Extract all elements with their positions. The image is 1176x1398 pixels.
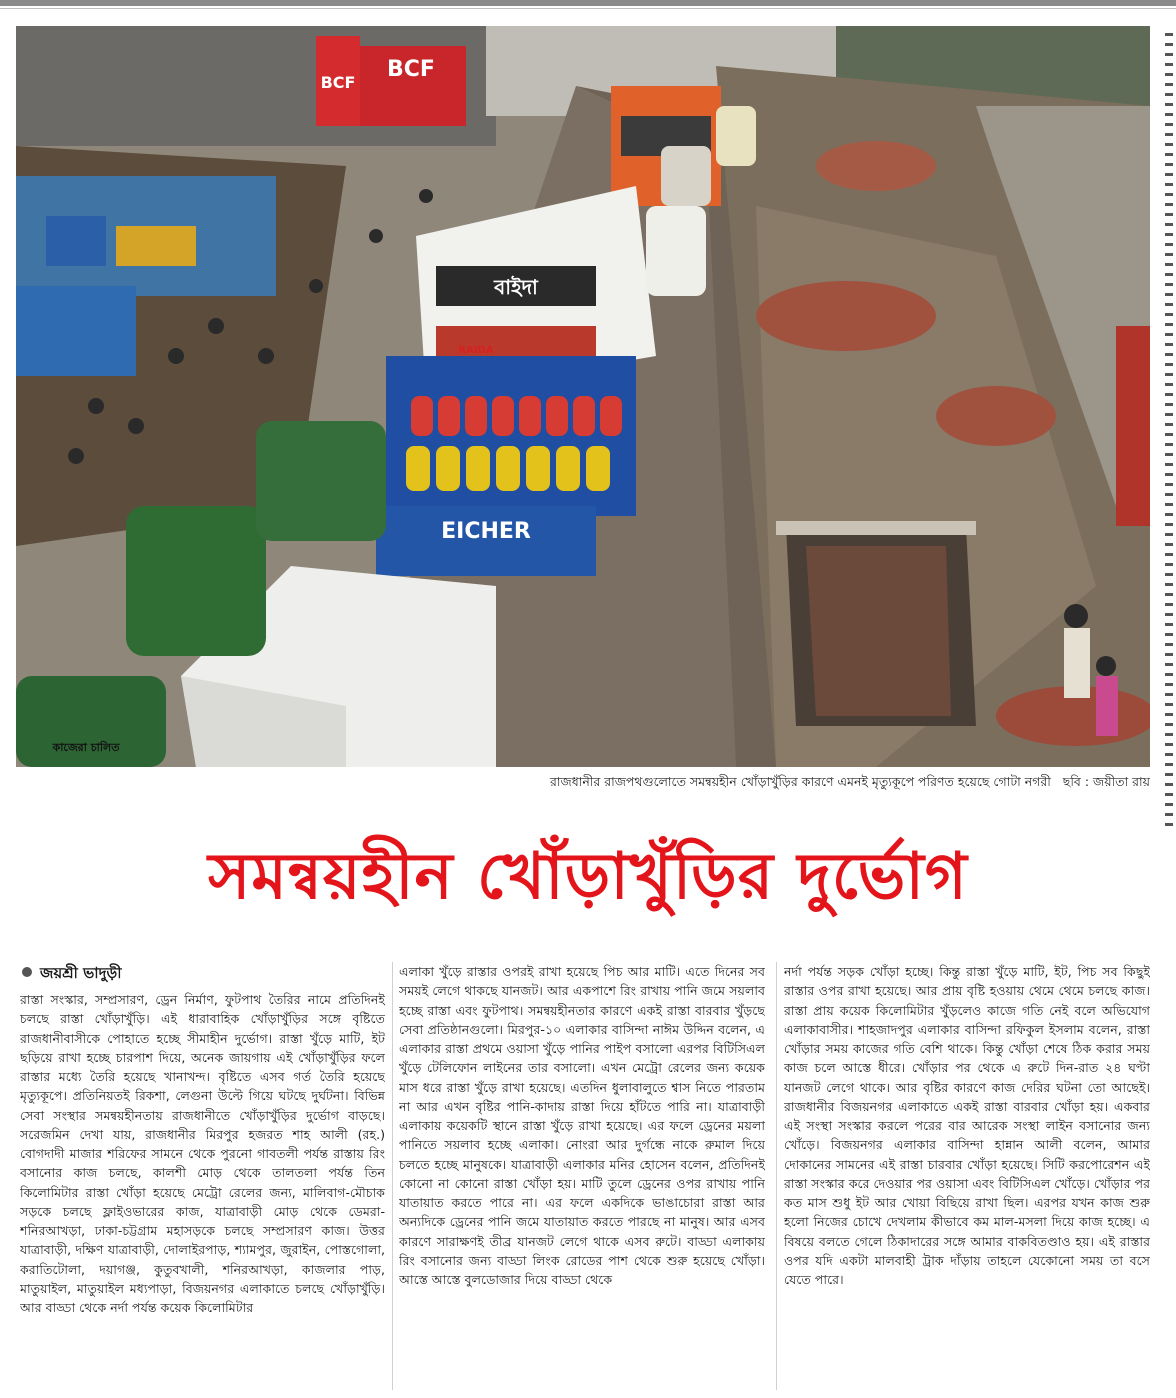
author-name: জয়শ্রী ভাদুড়ী [40,964,122,982]
column-3-text: নর্দা পর্যন্ত সড়ক খোঁড়া হচ্ছে। কিন্তু রাস্তা খুঁড়ে মাটি, ইট, পিচ সব কিছুই রাস্তার ওপর রাখা হয়েছে। আর প্রায় বৃষ্টি হওয়ায় থেমে থেমে চলছে কাজ। রাস্তা প্রায় কয়েক কিলোমিটার খুঁড়লেও কাজে গতি নেই বলে অভিযোগ এলাকাবাসীর। শাহজাদপুর এলাকার বাসিন্দা রফিকুল ইসলাম বলেন, রাস্তা খোঁড়ার সময় কাজের গতি বেশি থাকে। কিন্তু খোঁড়া শেষে ঠিক করার সময় কাজ চলে আস্তে ধীরে। খোঁড়ার পর থেকে এ রুটে দিন-রাত ২৪ ঘণ্টা যানজট লেগে থাকে। আর বৃষ্টির কারণে কাজ দেরির ঘটনা তো আছেই। রাজধানীর বিজয়নগর এলাকাতে একই রাস্তা বারবার খোঁড়া হয়। একবার এই সংস্থা সংস্কার করলে পরের বার আরেক সংস্থা লাইন বসানোর জন্য খোঁড়ে। বিজয়নগর এলাকার বাসিন্দা হান্নান আলী বলেন, আমার দোকানের সামনের এই রাস্তা চারবার খোঁড়া হয়েছে। সিটি করপোরেশন এই রাস্তা সংস্কার করে দেওয়ার পর ওয়াসা এবং বিটিসিএল খোঁড়ে। খোঁড়ার পর কত মাস শুধু ইট আর খোয়া বিছিয়ে রাখা ছিল। এরপর যখন কাজ শুরু হলো নিজের চোখে দেখলাম কীভাবে কম মাল-মসলা দিয়ে কাজ হচ্ছে। এ বিষয়ে বলতে গেলে ঠিকাদারের সঙ্গে আমার বাকবিতণ্ডাও হয়। এই রাস্তার ওপর যদি একটা মালবাহী ট্রাক দাঁড়ায় তাহলে যেকোনো সময় তা বসে যেতে পারে। [784,964,1150,1287]
bcf-vertical-sign: BCF [320,73,356,92]
article-column-1 [20,990,385,1390]
bcf-shop-sign: BCF [387,57,435,82]
cng-label-sign: কাজেরা চালিত [52,741,120,754]
photo-credit: ছবি : জয়ীতা রায় [1062,774,1150,789]
bullet-icon [22,967,32,977]
article-column-3 [784,962,1150,1392]
article-column-2 [399,962,765,1392]
column-divider [776,962,777,1390]
street-photo-illustration [16,26,1150,767]
photo-caption [16,774,1150,794]
column-1-text: রাস্তা সংস্কার, সম্প্রসারণ, ড্রেন নির্মাণ, ফুটপাথ তৈরির নামে প্রতিদিনই চলছে রাস্তা খোঁড়াখুঁড়ি। এই ধারাবাহিক খোঁড়াখুঁড়ির সঙ্গে বৃষ্টিতে রাজধানীবাসীকে পোহাতে হচ্ছে সীমাহীন দুর্ভোগ। রাস্তা খুঁড়ে মাটি, ইট ছড়িয়ে রাখা হচ্ছে চারপাশ দিয়ে, অনেক জায়গায় এই খোঁড়াখুঁড়ির ফলে রাস্তার মধ্যে তৈরি হয়েছে খানাখন্দ। বৃষ্টিতে এসব গর্ত তৈরি হয়েছে মৃত্যুকূপে। প্রতিনিয়তই রিকশা, লেগুনা উল্টে গিয়ে ঘটছে দুর্ঘটনা। বিভিন্ন সেবা সংস্থার সমন্বয়হীনতায় রাজধানীতে খোঁড়াখুঁড়ির দুর্ভোগ বাড়ছে। সরেজমিন দেখা যায়, রাজধানীর মিরপুর হজরত শাহ আলী (রহ.) বোগদাদী মাজার শরিফের সামনে থেকে পুরনো গাবতলী পর্যন্ত রাস্তায় রিং বসানোর কাজ চলছে, কালশী মোড় থেকে তালতলা পর্যন্ত তিন কিলোমিটার রাস্তা খোঁড়া হয়েছে মেট্রো রেলের জন্য, মালিবাগ-মৌচাক সড়কে চলছে ফ্লাইওভারের কাজ, যাত্রাবাড়ী মোড় থেকে ডেমরা-শনিরআখড়া, ঢাকা-চট্টগ্রাম মহাসড়কে চলছে সম্প্রসারণ কাজ। উত্তর যাত্রাবাড়ী, দক্ষিণ যাত্রাবাড়ী, দোলাইরপাড়, শ্যামপুর, জুরাইন, পোস্তগোলা, করাতিটোলা, দয়াগঞ্জ, কুতুবখালী, শনিরআখড়া, কাজলার পাড়, মাতুয়াইল, মাতুয়াইল মধ্যপাড়া, বিজয়নগর এলাকাতে চলছে খোঁড়াখুঁড়ি। আর বাড্ডা থেকে নর্দা পর্যন্ত কয়েক কিলোমিটার [20,992,385,1315]
caption-text: রাজধানীর রাজপথগুলোতে সমন্বয়হীন খোঁড়াখুঁড়ির কারণে এমনই মৃত্যুকূপে পরিণত হয়েছে গোটা নগরী [550,774,1051,789]
top-rule [0,0,1176,6]
column-2-text: এলাকা খুঁড়ে রাস্তার ওপরই রাখা হয়েছে পিচ আর মাটি। এতে দিনের সব সময়ই লেগে থাকছে যানজট। আর একপাশে রিং রাখায় পানি জমে সয়লাব হচ্ছে রাস্তা এবং ফুটপাথ। সমন্বয়হীনতার কারণে একই রাস্তা বারবার খুঁড়ছে সেবা প্রতিষ্ঠানগুলো। মিরপুর-১০ এলাকার বাসিন্দা নাঈম উদ্দিন বলেন, এ এলাকার রাস্তা প্রথমে ওয়াসা খুঁড়ে পানির পাইপ বসালো এরপর বিটিসিএল খুঁড়ে টেলিফোন লাইনের তার বসালো। এখন মেট্রো রেলের জন্য কয়েক মাস ধরে রাস্তা খুঁড়ে রাখা হয়েছে। এতদিন ধুলাবালুতে শ্বাস নিতে পারতাম না আর এখন বৃষ্টির পানি-কাদায় রাস্তা দিয়ে হাঁটতে পারি না। যাত্রাবাড়ী এলাকায় কয়েকটি স্থানে রাস্তা খুঁড়ে রাখা হয়েছে। এর ফলে ড্রেনের ময়লা পানিতে সয়লাব হচ্ছে এলাকা। নোংরা আর দুর্গন্ধে নাকে রুমাল দিয়ে চলতে হচ্ছে মানুষকে। যাত্রাবাড়ী এলাকার মনির হোসেন বলেন, প্রতিদিনই কোনো না কোনো রাস্তা খোঁড়া হয়। মাটি তুলে ড্রেনের ওপর রাখায় পানি যাতায়াত করতে পারে না। এর ফলে একদিকে ভাঙাচোরা রাস্তা আর অন্যদিকে ড্রেনের পানি জমে যাতায়াত করতে পারছে না মানুষ। আর এসব কারণে সারাক্ষণই তীব্র যানজট লেগে থাকে এসব রুটে। বাড্ডা এলাকায় রিং বসানোর জন্য বাড্ডা লিংক রোডের পাশ থেকে শুরু হয়েছে খোঁড়া। আস্তে আস্তে বুলডোজার দিয়ে বাড্ডা থেকে [399,964,765,1287]
top-rule-thin [0,8,1176,9]
bus-name-sign: বাইদা [494,275,538,299]
bus-brand-sign: RAIDA [458,345,494,356]
headline: সমন্বয়হীন খোঁড়াখুঁড়ির দুর্ভোগ [208,840,968,914]
page-edge-marks [1155,26,1176,826]
byline [22,962,122,987]
news-photo [16,26,1150,767]
truck-brand-sign: EICHER [441,519,531,544]
column-divider [392,962,393,1390]
